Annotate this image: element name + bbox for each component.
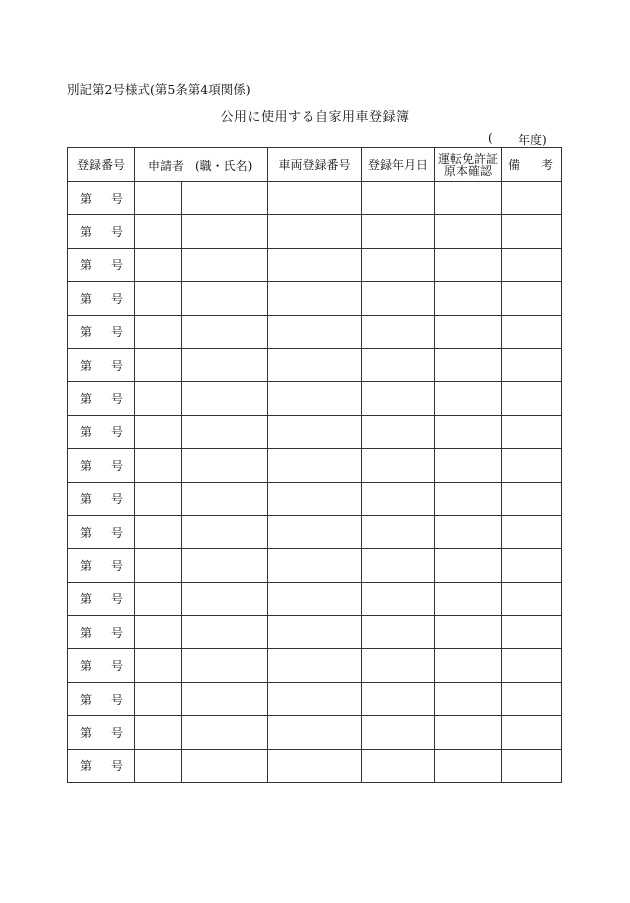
registration-no-cell[interactable] xyxy=(68,682,135,715)
license-check-cell[interactable] xyxy=(435,649,502,682)
table-row xyxy=(68,482,562,515)
vehicle-no-cell[interactable] xyxy=(268,248,362,281)
registration-no-suffix: 号 xyxy=(110,392,123,407)
table-row xyxy=(68,682,562,715)
applicant-position-cell[interactable] xyxy=(135,682,182,715)
registration-no-suffix: 号 xyxy=(110,659,123,674)
license-check-cell[interactable] xyxy=(435,549,502,582)
registration-no-suffix: 号 xyxy=(110,592,123,607)
remarks-cell[interactable] xyxy=(502,449,562,482)
table-row xyxy=(68,616,562,649)
header-remarks-char1: 備 xyxy=(508,158,521,172)
registration-no-prefix: 第 xyxy=(80,659,93,674)
vehicle-no-cell[interactable] xyxy=(268,182,362,215)
table-row xyxy=(68,348,562,381)
registration-date-cell[interactable] xyxy=(362,315,435,348)
registration-no-prefix: 第 xyxy=(80,492,93,507)
registration-no-cell[interactable] xyxy=(68,248,135,281)
registration-no-suffix: 号 xyxy=(110,492,123,507)
license-check-cell[interactable] xyxy=(435,582,502,615)
registration-no-suffix: 号 xyxy=(110,291,123,306)
registration-date-cell[interactable] xyxy=(362,515,435,548)
remarks-cell[interactable] xyxy=(502,682,562,715)
applicant-name-cell[interactable] xyxy=(182,582,268,615)
registration-no-prefix: 第 xyxy=(80,725,93,740)
applicant-name-cell[interactable] xyxy=(182,515,268,548)
applicant-position-cell[interactable] xyxy=(135,315,182,348)
table-row xyxy=(68,215,562,248)
registration-date-cell[interactable] xyxy=(362,716,435,749)
table-row xyxy=(68,582,562,615)
header-registration-date: 登録年月日 xyxy=(362,148,435,182)
applicant-name-cell[interactable] xyxy=(182,616,268,649)
vehicle-no-cell[interactable] xyxy=(268,549,362,582)
vehicle-no-cell[interactable] xyxy=(268,582,362,615)
vehicle-no-cell[interactable] xyxy=(268,449,362,482)
header-applicant-label: 申請者 xyxy=(148,159,185,173)
applicant-name-cell[interactable] xyxy=(182,716,268,749)
remarks-cell[interactable] xyxy=(502,215,562,248)
table-row xyxy=(68,248,562,281)
registration-date-cell[interactable] xyxy=(362,282,435,315)
license-check-cell[interactable] xyxy=(435,348,502,381)
remarks-cell[interactable] xyxy=(502,248,562,281)
remarks-cell[interactable] xyxy=(502,549,562,582)
license-check-cell[interactable] xyxy=(435,482,502,515)
license-check-cell[interactable] xyxy=(435,682,502,715)
vehicle-no-cell[interactable] xyxy=(268,282,362,315)
license-check-cell[interactable] xyxy=(435,616,502,649)
table-row xyxy=(68,549,562,582)
vehicle-no-cell[interactable] xyxy=(268,616,362,649)
registration-no-prefix: 第 xyxy=(80,392,93,407)
vehicle-no-cell[interactable] xyxy=(268,749,362,782)
applicant-name-cell[interactable] xyxy=(182,248,268,281)
remarks-cell[interactable] xyxy=(502,182,562,215)
header-applicant xyxy=(135,148,268,182)
registration-no-cell[interactable] xyxy=(68,749,135,782)
registration-date-cell[interactable] xyxy=(362,649,435,682)
registration-no-prefix: 第 xyxy=(80,291,93,306)
registration-no-prefix: 第 xyxy=(80,191,93,206)
table-row xyxy=(68,515,562,548)
registration-date-cell[interactable] xyxy=(362,449,435,482)
license-check-cell[interactable] xyxy=(435,248,502,281)
header-license-check xyxy=(435,148,502,182)
license-check-cell[interactable] xyxy=(435,449,502,482)
table-row xyxy=(68,315,562,348)
applicant-name-cell[interactable] xyxy=(182,348,268,381)
registration-no-prefix: 第 xyxy=(80,225,93,240)
applicant-position-cell[interactable] xyxy=(135,415,182,448)
remarks-cell[interactable] xyxy=(502,482,562,515)
registration-no-prefix: 第 xyxy=(80,358,93,373)
applicant-name-cell[interactable] xyxy=(182,315,268,348)
registration-no-prefix: 第 xyxy=(80,458,93,473)
license-check-cell[interactable] xyxy=(435,182,502,215)
applicant-position-cell[interactable] xyxy=(135,348,182,381)
table-row xyxy=(68,749,562,782)
registration-date-cell[interactable] xyxy=(362,382,435,415)
registration-no-cell[interactable] xyxy=(68,515,135,548)
vehicle-no-cell[interactable] xyxy=(268,682,362,715)
vehicle-no-cell[interactable] xyxy=(268,716,362,749)
fiscal-year-label: 年度) xyxy=(518,133,547,147)
header-remarks xyxy=(502,148,562,182)
applicant-name-cell[interactable] xyxy=(182,182,268,215)
registration-date-cell[interactable] xyxy=(362,482,435,515)
table-row xyxy=(68,649,562,682)
remarks-cell[interactable] xyxy=(502,616,562,649)
registration-no-prefix: 第 xyxy=(80,425,93,440)
header-applicant-detail: (職・氏名) xyxy=(195,159,253,173)
registration-date-cell[interactable] xyxy=(362,616,435,649)
table-row xyxy=(68,282,562,315)
license-check-cell[interactable] xyxy=(435,515,502,548)
registration-date-cell[interactable] xyxy=(362,749,435,782)
license-check-cell[interactable] xyxy=(435,382,502,415)
applicant-position-cell[interactable] xyxy=(135,282,182,315)
registration-no-cell[interactable] xyxy=(68,482,135,515)
registration-no-suffix: 号 xyxy=(110,625,123,640)
vehicle-no-cell[interactable] xyxy=(268,482,362,515)
registration-no-cell[interactable] xyxy=(68,315,135,348)
registration-no-prefix: 第 xyxy=(80,592,93,607)
applicant-position-cell[interactable] xyxy=(135,449,182,482)
registration-no-suffix: 号 xyxy=(110,725,123,740)
registration-no-cell[interactable] xyxy=(68,649,135,682)
registration-date-cell[interactable] xyxy=(362,215,435,248)
registration-no-prefix: 第 xyxy=(80,525,93,540)
applicant-position-cell[interactable] xyxy=(135,749,182,782)
registration-no-cell[interactable] xyxy=(68,716,135,749)
registration-no-suffix: 号 xyxy=(110,525,123,540)
registration-no-prefix: 第 xyxy=(80,325,93,340)
registration-no-suffix: 号 xyxy=(110,358,123,373)
applicant-position-cell[interactable] xyxy=(135,549,182,582)
registration-no-prefix: 第 xyxy=(80,692,93,707)
license-check-cell[interactable] xyxy=(435,716,502,749)
applicant-name-cell[interactable] xyxy=(182,749,268,782)
registration-no-suffix: 号 xyxy=(110,425,123,440)
header-vehicle-no: 車両登録番号 xyxy=(268,148,362,182)
registration-no-cell[interactable] xyxy=(68,582,135,615)
registration-no-cell[interactable] xyxy=(68,449,135,482)
applicant-position-cell[interactable] xyxy=(135,716,182,749)
applicant-position-cell[interactable] xyxy=(135,382,182,415)
table-row xyxy=(68,449,562,482)
applicant-name-cell[interactable] xyxy=(182,449,268,482)
license-check-cell[interactable] xyxy=(435,215,502,248)
applicant-position-cell[interactable] xyxy=(135,215,182,248)
applicant-position-cell[interactable] xyxy=(135,482,182,515)
registration-date-cell[interactable] xyxy=(362,182,435,215)
applicant-position-cell[interactable] xyxy=(135,248,182,281)
vehicle-no-cell[interactable] xyxy=(268,382,362,415)
form-identifier: 別記第2号様式(第5条第4項関係) xyxy=(67,82,251,97)
registration-date-cell[interactable] xyxy=(362,582,435,615)
fiscal-year-open-paren: ( xyxy=(488,131,493,145)
vehicle-no-cell[interactable] xyxy=(268,215,362,248)
remarks-cell[interactable] xyxy=(502,382,562,415)
table-row xyxy=(68,182,562,215)
registration-date-cell[interactable] xyxy=(362,415,435,448)
remarks-cell[interactable] xyxy=(502,749,562,782)
registration-table xyxy=(67,147,562,783)
remarks-cell[interactable] xyxy=(502,282,562,315)
header-registration-no: 登録番号 xyxy=(68,148,135,182)
applicant-position-cell[interactable] xyxy=(135,515,182,548)
registration-no-suffix: 号 xyxy=(110,458,123,473)
registration-date-cell[interactable] xyxy=(362,348,435,381)
license-check-cell[interactable] xyxy=(435,315,502,348)
applicant-name-cell[interactable] xyxy=(182,549,268,582)
registration-date-cell[interactable] xyxy=(362,549,435,582)
registration-no-cell[interactable] xyxy=(68,415,135,448)
header-license-line2: 原本確認 xyxy=(443,163,492,178)
registration-no-cell[interactable] xyxy=(68,382,135,415)
remarks-cell[interactable] xyxy=(502,348,562,381)
table-row xyxy=(68,415,562,448)
registration-no-cell[interactable] xyxy=(68,549,135,582)
table-row xyxy=(68,716,562,749)
applicant-name-cell[interactable] xyxy=(182,282,268,315)
registration-no-prefix: 第 xyxy=(80,625,93,640)
applicant-position-cell[interactable] xyxy=(135,582,182,615)
registration-no-suffix: 号 xyxy=(110,558,123,573)
remarks-cell[interactable] xyxy=(502,582,562,615)
applicant-name-cell[interactable] xyxy=(182,415,268,448)
header-row xyxy=(68,148,562,182)
vehicle-no-cell[interactable] xyxy=(268,515,362,548)
document-title: 公用に使用する自家用車登録簿 xyxy=(220,110,410,125)
registration-date-cell[interactable] xyxy=(362,248,435,281)
applicant-name-cell[interactable] xyxy=(182,215,268,248)
remarks-cell[interactable] xyxy=(502,315,562,348)
registration-no-suffix: 号 xyxy=(110,692,123,707)
applicant-name-cell[interactable] xyxy=(182,382,268,415)
vehicle-no-cell[interactable] xyxy=(268,315,362,348)
registration-no-suffix: 号 xyxy=(110,759,123,774)
vehicle-no-cell[interactable] xyxy=(268,649,362,682)
registration-no-prefix: 第 xyxy=(80,558,93,573)
header-remarks-char2: 考 xyxy=(540,158,553,172)
applicant-position-cell[interactable] xyxy=(135,616,182,649)
vehicle-no-cell[interactable] xyxy=(268,415,362,448)
registration-date-cell[interactable] xyxy=(362,682,435,715)
applicant-name-cell[interactable] xyxy=(182,649,268,682)
applicant-position-cell[interactable] xyxy=(135,182,182,215)
applicant-name-cell[interactable] xyxy=(182,682,268,715)
registration-no-cell[interactable] xyxy=(68,616,135,649)
registration-no-cell[interactable] xyxy=(68,215,135,248)
remarks-cell[interactable] xyxy=(502,716,562,749)
header-license-line1: 運転免許証 xyxy=(437,151,498,166)
registration-no-cell[interactable] xyxy=(68,182,135,215)
license-check-cell[interactable] xyxy=(435,415,502,448)
vehicle-no-cell[interactable] xyxy=(268,348,362,381)
license-check-cell[interactable] xyxy=(435,749,502,782)
registration-no-prefix: 第 xyxy=(80,258,93,273)
remarks-cell[interactable] xyxy=(502,649,562,682)
applicant-position-cell[interactable] xyxy=(135,649,182,682)
registration-no-suffix: 号 xyxy=(110,258,123,273)
registration-no-suffix: 号 xyxy=(110,225,123,240)
registration-no-cell[interactable] xyxy=(68,348,135,381)
registration-no-cell[interactable] xyxy=(68,282,135,315)
applicant-name-cell[interactable] xyxy=(182,482,268,515)
registration-no-suffix: 号 xyxy=(110,325,123,340)
registration-no-suffix: 号 xyxy=(110,191,123,206)
remarks-cell[interactable] xyxy=(502,515,562,548)
registration-no-prefix: 第 xyxy=(80,759,93,774)
remarks-cell[interactable] xyxy=(502,415,562,448)
license-check-cell[interactable] xyxy=(435,282,502,315)
table-row xyxy=(68,382,562,415)
